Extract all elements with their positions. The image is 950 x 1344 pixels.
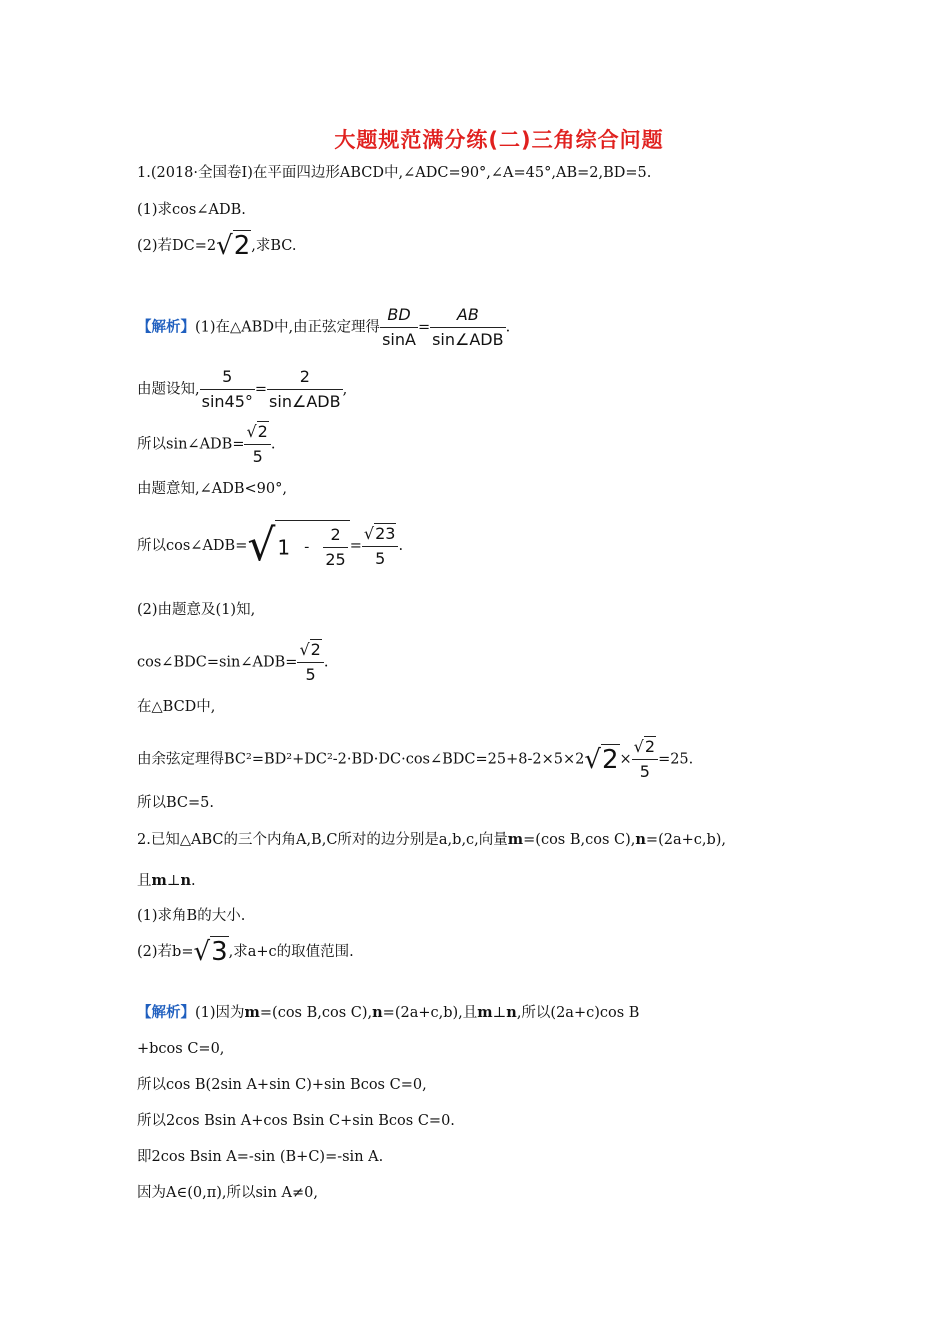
problem-2-question-1: (1)求角B的大小.	[137, 908, 246, 924]
fraction: $\frac{5}{\sin 45^\circ}$	[201, 367, 253, 411]
problem-1-stem: 1.(2018·全国卷Ⅰ)在平面四边形ABCD中,∠ADC=90°,∠A=45°,AB=2,BD=5.	[137, 165, 652, 181]
solution-1-line-10: 所以BC=5.	[137, 795, 215, 811]
fraction: $\frac{√2}{5}$	[297, 638, 323, 687]
problem-2-question-2: (2)若b=√3,求a+c的取值范围.	[137, 937, 354, 967]
solution-1-line-6: (2)由题意及(1)知,	[137, 602, 256, 618]
fraction: $\frac{√2}{5}$	[244, 420, 270, 469]
sqrt-expression: √ 1 - $\frac{2}{25}$	[247, 520, 349, 572]
fraction: $\frac{√2}{5}$	[632, 735, 658, 784]
solution-2-line-1: 【解析】(1)因为m=(cos B,cos C),n=(2a+c,b),且m⊥n,所以(2a+c)cos B	[137, 1004, 640, 1021]
fraction: $\frac{AB}{\text{sin∠ADB}}$	[432, 305, 504, 349]
solution-1-line-1: 【解析】(1)在△ABD中,由正弦定理得 $\frac{BD}{\sin A}$ = $\frac{AB}{\text{sin∠ADB}}$ .	[137, 303, 510, 352]
page-title: 大题规范满分练(二)三角综合问题	[334, 128, 664, 152]
solution-2-line-2: +bcos C=0,	[137, 1041, 225, 1057]
fraction: $\frac{√23}{5}$	[362, 522, 399, 571]
solution-1-line-7: cos∠BDC=sin∠ADB= $\frac{√2}{5}$ .	[137, 638, 328, 687]
problem-2-stem: 2.已知△ABC的三个内角A,B,C所对的边分别是a,b,c,向量m=(cos B,cos C),n=(2a+c,b),	[137, 831, 727, 848]
solution-1-line-9: 由余弦定理得BC²=BD²+DC²-2·BD·DC·cos∠BDC=25+8-2×5×2√2× $\frac{√2}{5}$ =25.	[137, 735, 693, 784]
problem-1-question-1: (1)求cos∠ADB.	[137, 202, 246, 218]
solution-1-line-2: 由题设知, $\frac{5}{\sin 45^\circ}$ = $\frac{2}{\text{sin∠ADB}}$ ,	[137, 365, 347, 414]
fraction: $\frac{BD}{\sin A}$	[382, 305, 416, 349]
solution-1-line-3: 所以sin∠ADB= $\frac{√2}{5}$ .	[137, 420, 275, 469]
fraction: $\frac{2}{25}$	[325, 525, 346, 569]
solution-1-line-8: 在△BCD中,	[137, 699, 216, 715]
analysis-tag: 【解析】	[137, 1005, 195, 1021]
fraction: $\frac{2}{\text{sin∠ADB}}$	[269, 367, 341, 411]
solution-2-line-4: 所以2cos Bsin A+cos Bsin C+sin Bcos C=0.	[137, 1113, 455, 1129]
solution-1-line-5: 所以cos∠ADB=√ 1 - $\frac{2}{25}$ = $\frac{√23}{5}$ .	[137, 520, 404, 571]
solution-2-line-5: 即2cos Bsin A=-sin (B+C)=-sin A.	[137, 1149, 384, 1165]
sqrt-expression: √3	[193, 937, 228, 967]
solution-2-line-3: 所以cos B(2sin A+sin C)+sin Bcos C=0,	[137, 1077, 427, 1093]
sqrt-expression: √2	[216, 231, 251, 261]
sqrt-expression: √2	[584, 744, 619, 775]
problem-2-stem-cont: 且m⊥n.	[137, 872, 196, 889]
solution-2-line-6: 因为A∈(0,π),所以sin A≠0,	[137, 1185, 318, 1201]
analysis-tag: 【解析】	[137, 319, 195, 336]
problem-1-question-2: (2)若DC=2√2,求BC.	[137, 231, 297, 261]
solution-1-line-4: 由题意知,∠ADB<90°,	[137, 481, 287, 497]
